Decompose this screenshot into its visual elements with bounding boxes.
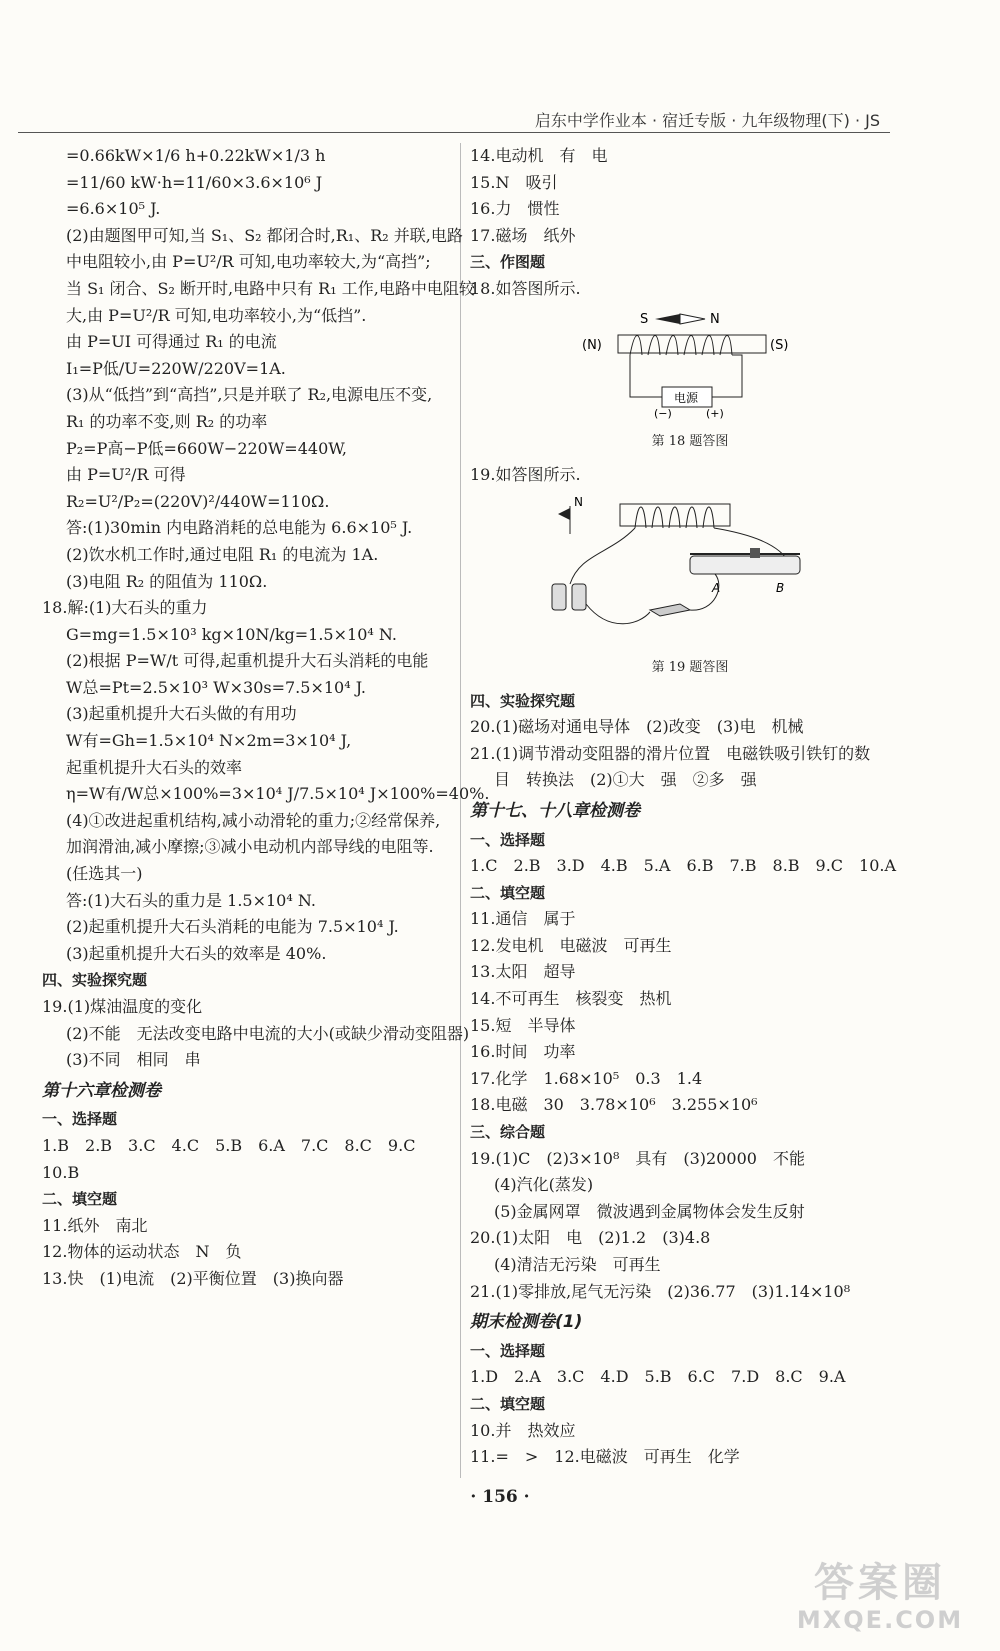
answer-line: 加润滑油,减小摩擦;③减小电动机内部导线的电阻等. bbox=[66, 837, 434, 857]
answer-line: 15.N 吸引 bbox=[470, 172, 558, 192]
section-heading: 一、选择题 bbox=[42, 1110, 118, 1129]
figure-18 bbox=[470, 309, 910, 428]
left-pole-label: (N) bbox=[582, 337, 602, 353]
answer-line: 19.(1)C (2)3×10⁸ 具有 (3)20000 不能 bbox=[470, 1148, 805, 1168]
plus-terminal: (+) bbox=[706, 406, 724, 419]
power-source-label: 电源 bbox=[674, 390, 699, 405]
answer-line: 1.D 2.A 3.C 4.D 5.B 6.C 7.D 8.C 9.A bbox=[470, 1367, 846, 1387]
answer-line: (4)汽化(蒸发) bbox=[494, 1175, 594, 1195]
section-heading: 二、填空题 bbox=[470, 1394, 546, 1413]
section-heading: 一、选择题 bbox=[470, 830, 546, 849]
answer-line: (2)饮水机工作时,通过电阻 R₁ 的电流为 1A. bbox=[66, 544, 379, 564]
sliding-rheostat bbox=[690, 556, 800, 574]
answer-line: 16.力 惯性 bbox=[470, 199, 560, 219]
section-heading: 四、实验探究题 bbox=[470, 691, 576, 710]
right-pole-label: (S) bbox=[770, 337, 789, 353]
answer-line: 17.磁场 纸外 bbox=[470, 225, 576, 245]
figure-19 bbox=[470, 494, 910, 653]
watermark bbox=[780, 1560, 980, 1646]
answer-line: (3)电阻 R₂ 的阻值为 110Ω. bbox=[66, 571, 268, 591]
answer-line: 18.如答图所示. bbox=[470, 278, 581, 298]
answer-line: 11.纸外 南北 bbox=[42, 1215, 148, 1235]
section-heading: 一、选择题 bbox=[470, 1341, 546, 1360]
section-heading: 三、综合题 bbox=[470, 1123, 546, 1142]
answer-line: 1.B 2.B 3.C 4.C 5.B 6.A 7.C 8.C 9.C bbox=[42, 1135, 416, 1155]
answer-line: 13.太阳 超导 bbox=[470, 962, 576, 982]
wire-battery-switch bbox=[586, 604, 650, 624]
answer-line: 1.C 2.B 3.D 4.B 5.A 6.B 7.B 8.B 9.C 10.A bbox=[470, 856, 897, 876]
page-number: · 156 · bbox=[470, 1487, 530, 1507]
answer-line: 11.通信 属于 bbox=[470, 909, 576, 929]
figure-19-caption: 第 19 题答图 bbox=[651, 659, 729, 675]
answer-line: (2)根据 P=W/t 可得,起重机提升大石头消耗的电能 bbox=[66, 651, 429, 671]
solenoid-core bbox=[618, 335, 766, 353]
answer-line: 中电阻较小,由 P=U²/R 可知,电功率较大,为“高挡”; bbox=[66, 252, 431, 272]
n-label: N bbox=[574, 495, 583, 510]
answer-line: (任选其一) bbox=[66, 864, 143, 884]
answer-line: 目 转换法 (2)①大 强 ②多 强 bbox=[494, 770, 757, 790]
watermark-logo: 答案圈 bbox=[814, 1560, 946, 1606]
answer-line: 12.物体的运动状态 N 负 bbox=[42, 1242, 242, 1262]
answer-line: 13.快 (1)电流 (2)平衡位置 (3)换向器 bbox=[42, 1268, 344, 1288]
electromagnet-circuit-diagram bbox=[540, 494, 840, 644]
answer-line: 11.= > 12.电磁波 可再生 化学 bbox=[470, 1447, 740, 1467]
answer-line: 19.如答图所示. bbox=[470, 464, 581, 484]
answer-line: (4)①改进起重机结构,减小动滑轮的重力;②经常保养, bbox=[66, 810, 441, 830]
compass-n-label: N bbox=[710, 311, 720, 327]
rheostat-slider bbox=[750, 548, 760, 558]
compass-s-label: S bbox=[640, 311, 649, 327]
wire-to-battery bbox=[570, 528, 635, 584]
battery-cell bbox=[572, 584, 586, 610]
answer-line: 19.(1)煤油温度的变化 bbox=[42, 997, 203, 1016]
compass-needle-dark bbox=[655, 314, 680, 324]
answer-line: (2)起重机提升大石头消耗的电能为 7.5×10⁴ J. bbox=[66, 917, 399, 937]
minus-terminal: (−) bbox=[654, 406, 672, 419]
answer-line: W有=Gh=1.5×10⁴ N×2m=3×10⁴ J, bbox=[66, 731, 352, 751]
answer-line: (2)不能 无法改变电路中电流的大小(或缺少滑动变阻器) bbox=[66, 1023, 470, 1043]
answer-line: 由 P=UI 可得通过 R₁ 的电流 bbox=[66, 332, 277, 352]
terminal-b-label: B bbox=[776, 581, 785, 596]
answer-line: 21.(1)调节滑动变阻器的滑片位置 电磁铁吸引铁钉的数 bbox=[470, 743, 871, 763]
answer-line: (3)起重机提升大石头的效率是 40%. bbox=[66, 943, 327, 963]
answer-line: 15.短 半导体 bbox=[470, 1015, 576, 1035]
section-heading: 二、填空题 bbox=[42, 1190, 118, 1209]
answer-line: 14.电动机 有 电 bbox=[470, 146, 608, 165]
coil-windings bbox=[635, 507, 714, 528]
solenoid-diagram bbox=[580, 309, 800, 419]
flag-arrow bbox=[558, 508, 570, 520]
section-heading: 四、实验探究题 bbox=[42, 971, 148, 990]
section-heading: 三、作图题 bbox=[470, 253, 546, 272]
answer-line: (4)清洁无污染 可再生 bbox=[494, 1255, 661, 1274]
compass-needle-light bbox=[680, 314, 705, 324]
answer-line: 起重机提升大石头的效率 bbox=[66, 757, 243, 777]
answer-line: G=mg=1.5×10³ kg×10N/kg=1.5×10⁴ N. bbox=[66, 624, 397, 644]
switch bbox=[650, 604, 690, 616]
answer-line: W总=Pt=2.5×10³ W×30s=7.5×10⁴ J. bbox=[66, 677, 366, 697]
answer-line: (2)由题图甲可知,当 S₁、S₂ 都闭合时,R₁、R₂ 并联,电路 bbox=[66, 225, 463, 245]
terminal-a-label: A bbox=[712, 581, 721, 596]
left-column bbox=[42, 143, 490, 1293]
answer-line: 由 P=U²/R 可得 bbox=[66, 465, 186, 485]
answer-line: (3)从“低挡”到“高挡”,只是并联了 R₂,电源电压不变, bbox=[66, 385, 433, 405]
answer-line: P₂=P高−P低=660W−220W=440W, bbox=[66, 438, 347, 458]
answer-line: 10.并 热效应 bbox=[470, 1420, 576, 1440]
answer-line: 20.(1)磁场对通电导体 (2)改变 (3)电 机械 bbox=[470, 717, 804, 737]
final-exam-title: 期末检测卷(1) bbox=[470, 1312, 583, 1333]
header-rule bbox=[18, 132, 890, 133]
answer-line: R₁ 的功率不变,则 R₂ 的功率 bbox=[66, 411, 268, 431]
answer-line: 17.化学 1.68×10⁵ 0.3 1.4 bbox=[470, 1068, 703, 1088]
answer-line: =0.66kW×1/6 h+0.22kW×1/3 h bbox=[66, 146, 326, 165]
answer-line: 当 S₁ 闭合、S₂ 断开时,电路中只有 R₁ 工作,电路中电阻较 bbox=[66, 278, 475, 298]
circuit-wire-right bbox=[712, 355, 742, 397]
answer-line: 18.电磁 30 3.78×10⁶ 3.255×10⁶ bbox=[470, 1095, 758, 1115]
chapter-17-18-title: 第十七、十八章检测卷 bbox=[470, 800, 640, 821]
answer-line: 20.(1)太阳 电 (2)1.2 (3)4.8 bbox=[470, 1228, 711, 1248]
battery-cell bbox=[552, 584, 566, 610]
answer-line: 18.解:(1)大石头的重力 bbox=[42, 598, 208, 618]
answer-line: (3)不同 相同 串 bbox=[66, 1050, 201, 1070]
running-header: 启东中学作业本 · 宿迁专版 · 九年级物理(下) · JS bbox=[534, 111, 880, 130]
watermark-url: MXQE.COM bbox=[796, 1606, 964, 1634]
answer-line: 14.不可再生 核裂变 热机 bbox=[470, 989, 672, 1009]
answer-line: 答:(1)大石头的重力是 1.5×10⁴ N. bbox=[66, 890, 316, 910]
answer-line: =6.6×10⁵ J. bbox=[66, 199, 161, 219]
answer-line: 21.(1)零排放,尾气无污染 (2)36.77 (3)1.14×10⁸ bbox=[470, 1281, 851, 1301]
answer-line: 答:(1)30min 内电路消耗的总电能为 6.6×10⁵ J. bbox=[66, 518, 413, 538]
answer-line: =11/60 kW·h=11/60×3.6×10⁶ J bbox=[66, 172, 323, 192]
figure-18-caption: 第 18 题答图 bbox=[651, 434, 729, 450]
answer-line: 大,由 P=U²/R 可知,电功率较小,为“低挡”. bbox=[66, 305, 367, 325]
circuit-wire-left bbox=[630, 355, 662, 397]
answer-line: 10.B bbox=[42, 1162, 80, 1182]
answer-line: R₂=U²/P₂=(220V)²/440W=110Ω. bbox=[66, 491, 330, 511]
answer-line: 12.发电机 电磁波 可再生 bbox=[470, 935, 672, 955]
chapter-16-title: 第十六章检测卷 bbox=[42, 1080, 161, 1101]
answer-line: 16.时间 功率 bbox=[470, 1042, 576, 1062]
answer-line: (3)起重机提升大石头做的有用功 bbox=[66, 704, 297, 724]
section-heading: 二、填空题 bbox=[470, 883, 546, 902]
right-column bbox=[470, 143, 910, 1471]
coil-windings bbox=[630, 335, 732, 355]
answer-line: (5)金属网罩 微波遇到金属物体会发生反射 bbox=[494, 1201, 805, 1221]
answer-line: I₁=P低/U=220W/220V=1A. bbox=[66, 358, 286, 378]
answer-line: η=W有/W总×100%=3×10⁴ J/7.5×10⁴ J×100%=40%. bbox=[66, 784, 490, 804]
